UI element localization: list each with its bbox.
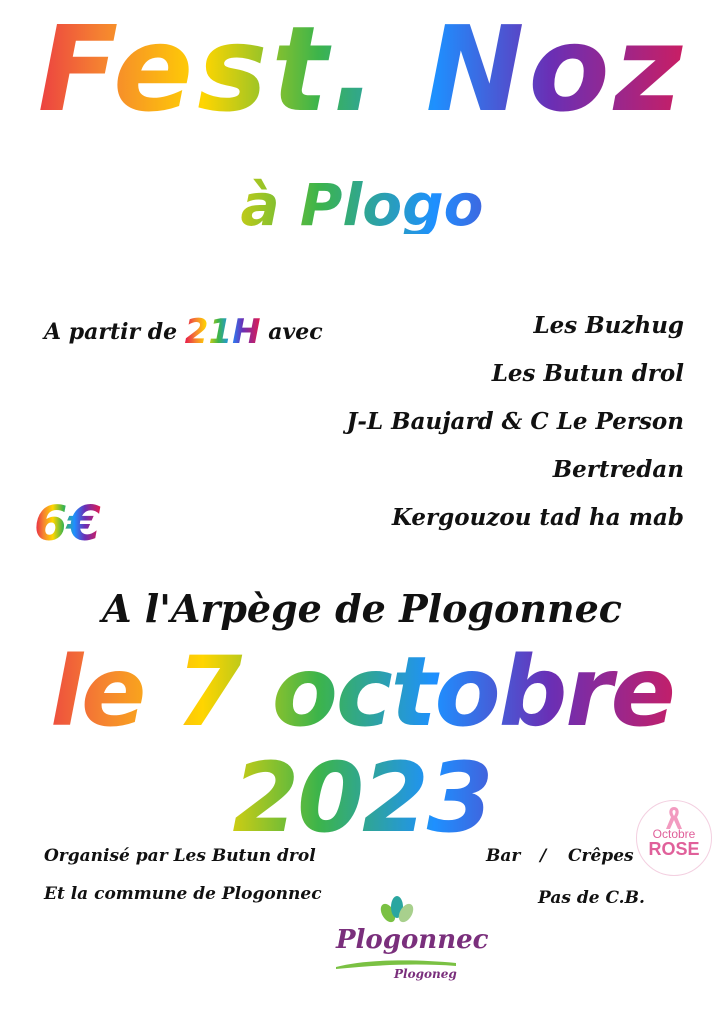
band-name: J-L Baujard & C Le Person [346, 408, 684, 435]
start-prefix: A partir de [44, 319, 178, 345]
services-separator: / [540, 846, 547, 866]
rose-label: ROSE [648, 839, 700, 859]
logo-name: Plogonnec [336, 925, 489, 955]
crepes-label: Crêpes [568, 846, 634, 866]
octobre-rose-badge [636, 800, 712, 876]
start-hour: 21H [184, 312, 261, 352]
payment-note: Pas de C.B. [538, 888, 645, 908]
venue-name: A l'Arpège de Plogonnec [102, 586, 622, 631]
start-time-line [44, 312, 323, 352]
band-name: Bertredan [552, 456, 684, 483]
organizer-line-2: Et la commune de Plogonnec [44, 884, 322, 904]
octobre-label: Octobre [652, 827, 696, 841]
event-subtitle: à Plogo [0, 176, 724, 234]
bar-label: Bar [486, 846, 521, 866]
entry-price: 6€ [34, 496, 101, 552]
band-name: Kergouzou tad ha mab [391, 504, 684, 531]
band-name: Les Buzhug [533, 312, 684, 339]
organizer-line-1: Organisé par Les Butun drol [44, 846, 316, 866]
band-name: Les Butun drol [491, 360, 684, 387]
plogonnec-logo [330, 895, 489, 990]
leaves-icon [380, 895, 414, 925]
logo-subname: Plogoneg [394, 967, 457, 981]
event-date: le 7 octobre 2023 [0, 640, 724, 851]
event-title: Fest. Noz [0, 10, 724, 128]
start-suffix: avec [268, 319, 323, 345]
